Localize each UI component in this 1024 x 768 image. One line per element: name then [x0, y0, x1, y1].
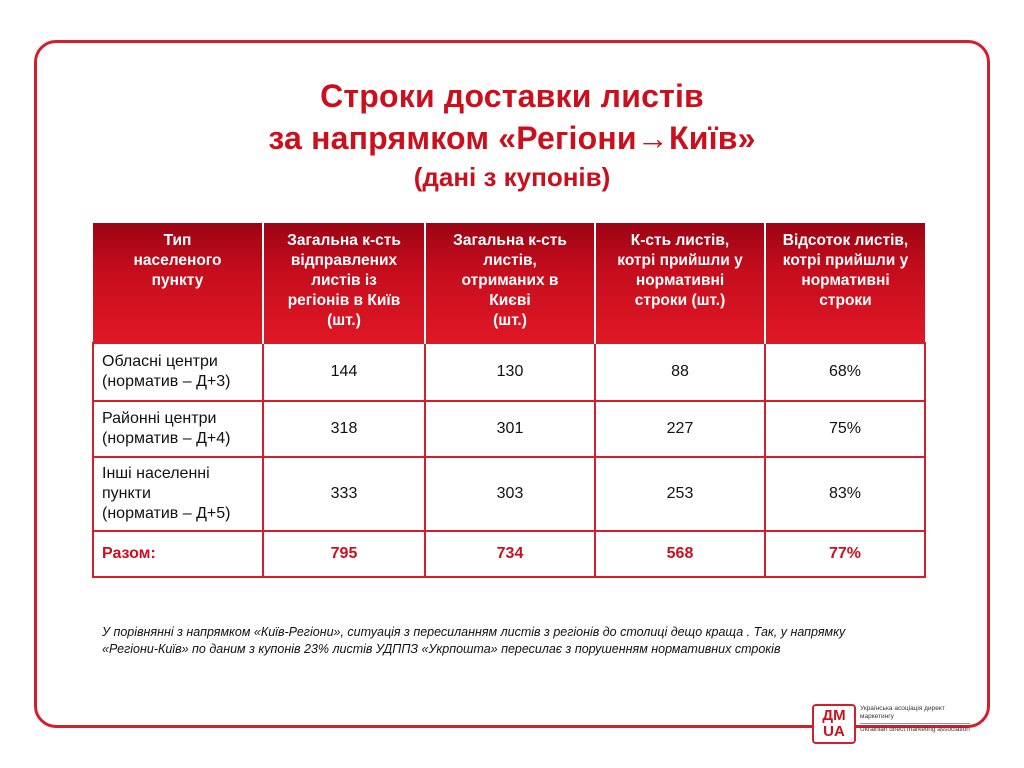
- header-received-total: Загальна к-сть листів, отриманих в Києві (шт.): [425, 223, 595, 343]
- cell-settlement-type: Районні центри (норматив – Д+4): [93, 401, 263, 457]
- table-row: [93, 401, 925, 457]
- cell-on-time: 88: [595, 343, 765, 401]
- slide-title-line-1: Строки доставки листів: [320, 78, 704, 114]
- cell-total-label: Разом:: [93, 531, 263, 577]
- logo-mark-line-2: UA: [823, 723, 845, 740]
- slide-title-line-2: за напрямком «Регіони→Київ»: [268, 120, 756, 156]
- cell-percent: 83%: [765, 457, 925, 531]
- table-header-row: [93, 223, 925, 343]
- dmua-logo: [812, 704, 856, 744]
- cell-on-time: 227: [595, 401, 765, 457]
- cell-received: 130: [425, 343, 595, 401]
- header-on-time-count: К-сть листів, котрі прийшли у нормативні строки (шт.): [595, 223, 765, 343]
- logo-mark-line-1: ДМ: [822, 707, 846, 724]
- table-total-row: [93, 531, 925, 577]
- cell-total-percent: 77%: [765, 531, 925, 577]
- header-settlement-type: Тип населеного пункту: [93, 223, 263, 343]
- cell-settlement-type: Обласні центри (норматив – Д+3): [93, 343, 263, 401]
- delivery-table: [92, 223, 926, 578]
- cell-on-time: 253: [595, 457, 765, 531]
- cell-settlement-type: Інші населенні пункти (норматив – Д+5): [93, 457, 263, 531]
- header-on-time-percent: Відсоток листів, котрі прийшли у нормативні строки: [765, 223, 925, 343]
- cell-total-sent: 795: [263, 531, 425, 577]
- cell-total-on-time: 568: [595, 531, 765, 577]
- cell-total-received: 734: [425, 531, 595, 577]
- cell-received: 301: [425, 401, 595, 457]
- logo-caption-ua: Українська асоціація директ маркетингу: [860, 705, 945, 720]
- cell-percent: 75%: [765, 401, 925, 457]
- logo-caption-divider: [860, 723, 970, 724]
- cell-sent: 333: [263, 457, 425, 531]
- cell-percent: 68%: [765, 343, 925, 401]
- table-row: [93, 457, 925, 531]
- cell-sent: 318: [263, 401, 425, 457]
- slide-subtitle: (дані з купонів): [413, 162, 611, 192]
- header-sent-total: Загальна к-сть відправлених листів із регіонів в Київ (шт.): [263, 223, 425, 343]
- cell-received: 303: [425, 457, 595, 531]
- logo-caption-en: Ukrainian direct marketing association: [860, 726, 970, 733]
- footnote-text: У порівнянні з напрямком «Київ-Регіони», ситуація з пересиланням листів з регіонів до столиці дещо краща . Так, у напрямку «Регіони-Київ» по даним з купонів 23% листів УДППЗ «Укрпошта» пересилає з порушенням нормативних строків: [102, 625, 846, 656]
- table-row: [93, 343, 925, 401]
- cell-sent: 144: [263, 343, 425, 401]
- logo-caption: [860, 705, 970, 734]
